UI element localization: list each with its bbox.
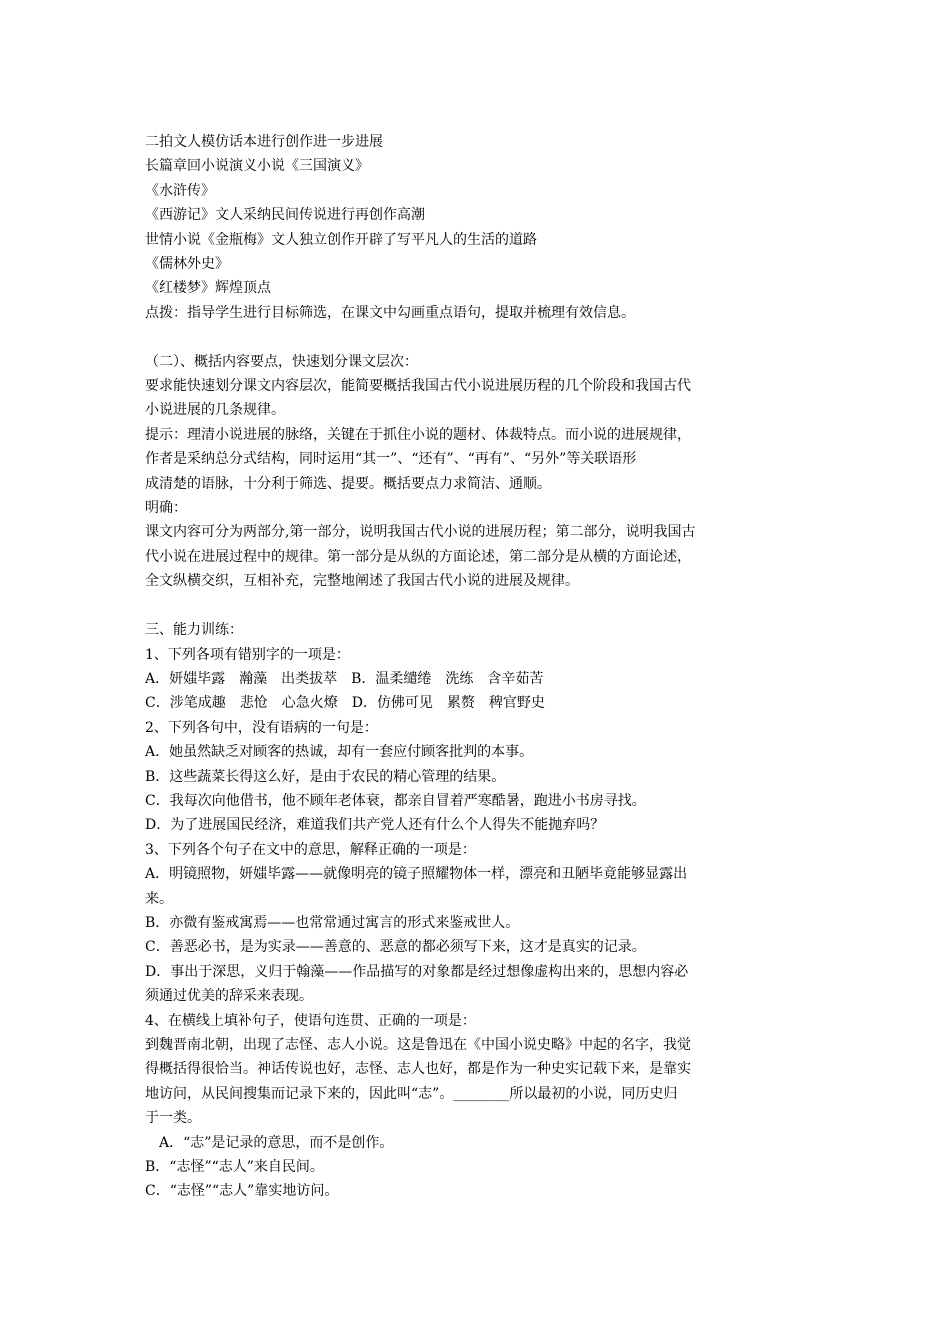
question-1-options: A．妍媸毕露 瀚藻 出类拔萃 B．温柔缱绻 洗练 含辛茹苦 (145, 670, 544, 687)
outline-line: 二拍文人模仿话本进行创作进一步进展 (145, 134, 383, 150)
document-page (145, 130, 815, 1204)
question-3-option: 来。 (145, 890, 173, 907)
question-3-stem: 3、下列各个句子在文中的意思，解释正确的一项是： (145, 841, 476, 858)
outline-line: 《水浒传》 (145, 182, 215, 199)
outline-line: 长篇章回小说演义小说《三国演义》 (145, 158, 369, 175)
question-3-option: D．事出于深思，义归于翰藻——作品描写的对象都是经过想像虚构出来的，思想内容必 (145, 963, 689, 980)
question-2-option: C．我每次向他借书，他不顾年老体衰，都亲自冒着严寒酷暑，跑进小书房寻找。 (145, 792, 646, 809)
question-4-passage: 于一类。 (145, 1110, 201, 1127)
hint-line: 成清楚的语脉，十分利于筛选、提要。概括要点力求简洁、通顺。 (145, 475, 551, 492)
outline-line: 《红楼梦》辉煌顶点 (145, 280, 271, 297)
clarify-line: 全文纵横交织，互相补充，完整地阐述了我国古代小说的进展及规律。 (145, 573, 579, 590)
question-2-stem: 2、下列各句中，没有语病的一句是： (145, 719, 378, 736)
question-4-passage: 得概括得很恰当。神话传说也好，志怪、志人也好，都是作为一种史实记载下来，是靠实 (145, 1061, 691, 1078)
question-2-option: D．为了进展国民经济，难道我们共产党人还有什么个人得失不能抛弃吗？ (145, 817, 605, 834)
tip-paragraph: 点拨：指导学生进行目标筛选，在课文中勾画重点语句，提取并梳理有效信息。 (145, 304, 635, 321)
question-1-stem: 1、下列各项有错别字的一项是： (145, 646, 350, 663)
question-3-option: C．善恶必书，是为实录——善意的、恶意的都必须写下来，这才是真实的记录。 (145, 939, 646, 956)
question-4-option-c: C．“志怪”“志人”靠实地访问。 (145, 1183, 339, 1200)
question-4-passage: 到魏晋南北朝，出现了志怪、志人小说。这是鲁迅在《中国小说史略》中起的名字，我觉 (145, 1037, 691, 1053)
clarify-line: 课文内容可分为两部分,第一部分，说明我国古代小说的进展历程；第二部分，说明我国古 (145, 524, 696, 541)
outline-line: 《西游记》文人采纳民间传说进行再创作高潮 (145, 207, 425, 224)
section2-heading: （二）、概括内容要点，快速划分课文层次： (145, 353, 418, 370)
question-4-stem: 4、在横线上填补句子，使语句连贯、正确的一项是： (145, 1012, 476, 1029)
question-4-option-a: A．“志”是记录的意思，而不是创作。 (159, 1134, 394, 1151)
question-2-option: A．她虽然缺乏对顾客的热诚，却有一套应付顾客批判的本事。 (145, 744, 534, 761)
fill-blank: ________ (453, 1085, 510, 1102)
requirement-line: 要求能快速划分课文内容层次，能简要概括我国古代小说进展历程的几个阶段和我国古代 (145, 378, 691, 395)
question-4-option-b: B．“志怪”“志人”来自民间。 (145, 1159, 324, 1176)
outline-line: 《儒林外史》 (145, 256, 229, 273)
question-3-option: 须通过优美的辞采来表现。 (145, 988, 313, 1005)
question-2-option: B．这些蔬菜长得这么好，是由于农民的精心管理的结果。 (145, 768, 506, 785)
hint-line: 作者是采纳总分式结构，同时运用“其一”、“还有”、“再有”、“另外”等关联语形 (145, 451, 637, 468)
question-4-passage: 所以最初的小说，同历史归 (509, 1085, 678, 1102)
hint-line: 提示：理清小说进展的脉络，关键在于抓住小说的题材、体裁特点。而小说的进展规律， (145, 426, 691, 443)
clarify-label: 明确： (145, 500, 187, 517)
requirement-line: 小说进展的几条规律。 (145, 402, 285, 419)
blank-line (145, 325, 815, 349)
question-3-option: A．明镜照物，妍媸毕露——就像明亮的镜子照耀物体一样，漂亮和丑陋毕竟能够显露出 (145, 866, 688, 883)
question-4-passage-row (145, 1082, 815, 1106)
section3-heading: 三、能力训练： (145, 622, 243, 639)
question-1-options: C．涉笔成趣 悲怆 心急火燎 D．仿佛可见 累赘 稗官野史 (145, 695, 545, 712)
question-3-option: B．亦微有鉴戒寓焉——也常常通过寓言的形式来鉴戒世人。 (145, 914, 520, 931)
outline-line: 世情小说《金瓶梅》文人独立创作开辟了写平凡人的生活的道路 (145, 231, 537, 248)
blank-line (145, 594, 815, 618)
question-4-passage: 地访问，从民间搜集而记录下来的，因此叫“志”。 (145, 1085, 454, 1102)
clarify-line: 代小说在进展过程中的规律。第一部分是从纵的方面论述，第二部分是从横的方面论述， (145, 548, 691, 565)
